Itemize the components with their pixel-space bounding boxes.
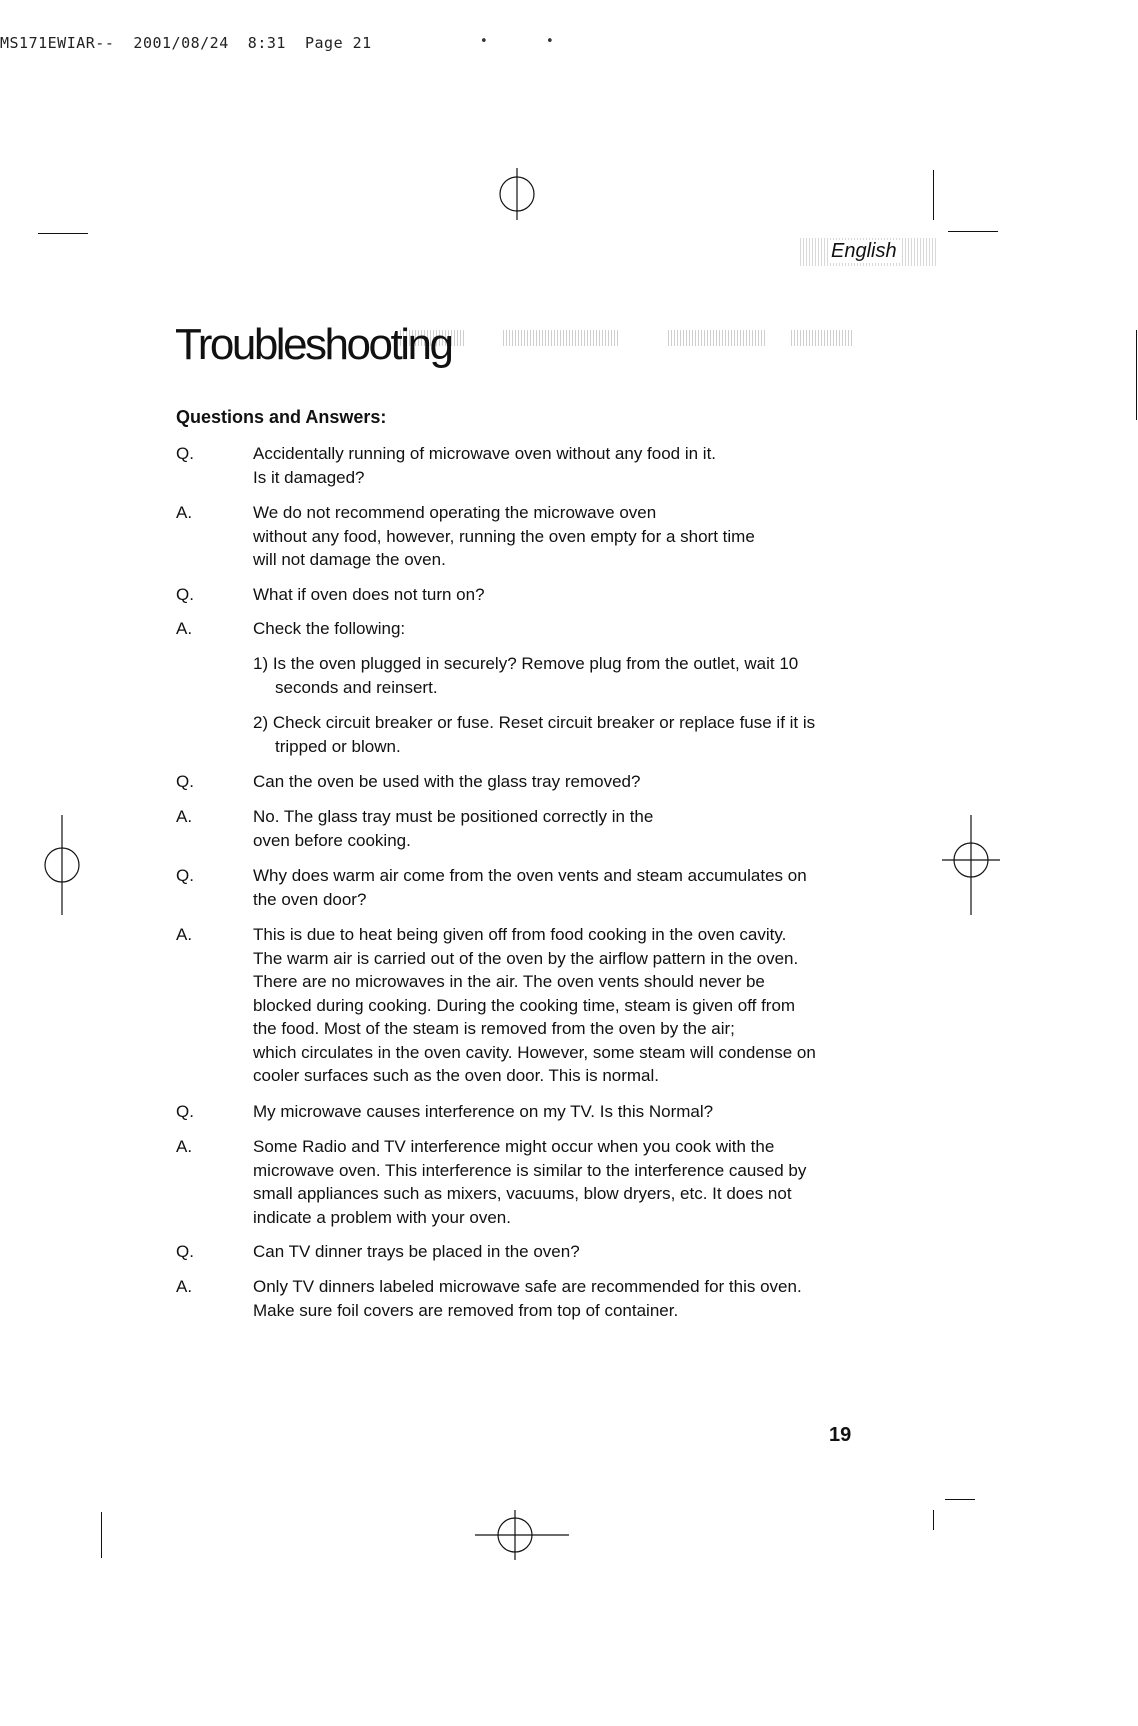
registration-mark-icon	[40, 815, 84, 915]
qa-tag: A.	[176, 1137, 193, 1156]
qa-text	[253, 923, 876, 1088]
qa-line: cooler surfaces such as the oven door. This is normal.	[253, 1066, 659, 1085]
qa-line: seconds and reinsert.	[275, 677, 438, 697]
language-tab: English	[828, 240, 900, 263]
check-item	[253, 711, 876, 758]
qa-line: What if oven does not turn on?	[253, 585, 485, 604]
qa-line: 1) Is the oven plugged in securely? Remove plug from the outlet, wait 10	[253, 654, 799, 673]
qa-line: My microwave causes interference on my TV. Is this Normal?	[253, 1102, 714, 1121]
qa-line: Accidentally running of microwave oven without any food in it.	[253, 444, 717, 463]
qa-tag: Q.	[176, 585, 194, 604]
qa-line: the oven door?	[253, 889, 367, 909]
slug-dot-icon: •	[546, 34, 554, 49]
qa-tag: Q.	[176, 444, 194, 463]
qa-text	[253, 617, 876, 641]
crop-mark	[933, 1510, 934, 1530]
qa-tag: A.	[176, 925, 193, 944]
qa-tag: Q.	[176, 1242, 194, 1261]
qa-line: Check the following:	[253, 619, 406, 638]
registration-mark-icon	[495, 168, 539, 220]
crop-mark	[948, 231, 998, 232]
qa-line: blocked during cooking. During the cooking time, steam is given off from	[253, 995, 796, 1015]
qa-tag: Q.	[176, 866, 194, 885]
qa-line: The warm air is carried out of the oven by the airflow pattern in the oven.	[253, 948, 799, 968]
qa-tag: Q.	[176, 1102, 194, 1121]
title-decoration	[503, 330, 618, 346]
qa-line: Is it damaged?	[253, 467, 365, 487]
qa-text	[253, 652, 876, 699]
check-item	[253, 652, 876, 699]
qa-text	[253, 1135, 876, 1229]
page-number: 19	[829, 1424, 852, 1446]
qa-line: We do not recommend operating the microwave oven	[253, 503, 657, 522]
qa-text	[253, 805, 876, 852]
title-decoration	[791, 330, 853, 346]
qa-line: oven before cooking.	[253, 830, 411, 850]
qa-line: No. The glass tray must be positioned correctly in the	[253, 807, 654, 826]
qa-text	[253, 864, 876, 911]
slug-dot-icon: •	[480, 34, 488, 49]
qa-tag: A.	[176, 1277, 193, 1296]
qa-text	[253, 1100, 876, 1124]
print-slug: MS171EWIAR-- 2001/08/24 8:31 Page 21	[0, 34, 372, 52]
crop-mark	[933, 170, 934, 220]
qa-line: without any food, however, running the oven empty for a short time	[253, 526, 755, 546]
section-heading: Questions and Answers:	[176, 407, 387, 427]
registration-mark-icon	[465, 1510, 569, 1560]
qa-text	[253, 770, 876, 794]
qa-text	[253, 1240, 876, 1264]
qa-line: microwave oven. This interference is similar to the interference caused by	[253, 1160, 807, 1180]
qa-line: Some Radio and TV interference might occur when you cook with the	[253, 1137, 775, 1156]
qa-tag: Q.	[176, 772, 194, 791]
qa-line: will not damage the oven.	[253, 550, 446, 569]
qa-text	[253, 583, 876, 607]
qa-line: There are no microwaves in the air. The oven vents should never be	[253, 972, 765, 991]
qa-text	[253, 501, 876, 572]
qa-line: Can TV dinner trays be placed in the oven?	[253, 1242, 580, 1261]
crop-mark	[1136, 330, 1137, 420]
qa-line: indicate a problem with your oven.	[253, 1207, 511, 1227]
qa-line: which circulates in the oven cavity. However, some steam will condense on	[253, 1042, 816, 1062]
qa-line: tripped or blown.	[275, 736, 401, 756]
qa-text	[253, 442, 876, 489]
crop-mark	[38, 233, 88, 234]
crop-mark	[945, 1499, 975, 1500]
qa-line: Why does warm air come from the oven vents and steam accumulates on	[253, 866, 807, 885]
crop-mark	[101, 1512, 102, 1558]
qa-text	[253, 1275, 876, 1322]
qa-line: small appliances such as mixers, vacuums, blow dryers, etc. It does not	[253, 1184, 792, 1203]
qa-line: This is due to heat being given off from food cooking in the oven cavity.	[253, 925, 787, 944]
qa-line: Can the oven be used with the glass tray removed?	[253, 772, 641, 791]
title-decoration	[668, 330, 765, 346]
qa-tag: A.	[176, 807, 193, 826]
qa-line: 2) Check circuit breaker or fuse. Reset circuit breaker or replace fuse if it is	[253, 713, 816, 732]
qa-tag: A.	[176, 503, 193, 522]
qa-line: Make sure foil covers are removed from top of container.	[253, 1300, 679, 1320]
page-title: Troubleshooting	[175, 320, 452, 369]
qa-line: the food. Most of the steam is removed from the oven by the air;	[253, 1019, 735, 1038]
qa-text	[253, 711, 876, 758]
qa-tag: A.	[176, 619, 193, 638]
qa-line: Only TV dinners labeled microwave safe are recommended for this oven.	[253, 1277, 802, 1296]
registration-mark-icon	[942, 815, 1000, 915]
